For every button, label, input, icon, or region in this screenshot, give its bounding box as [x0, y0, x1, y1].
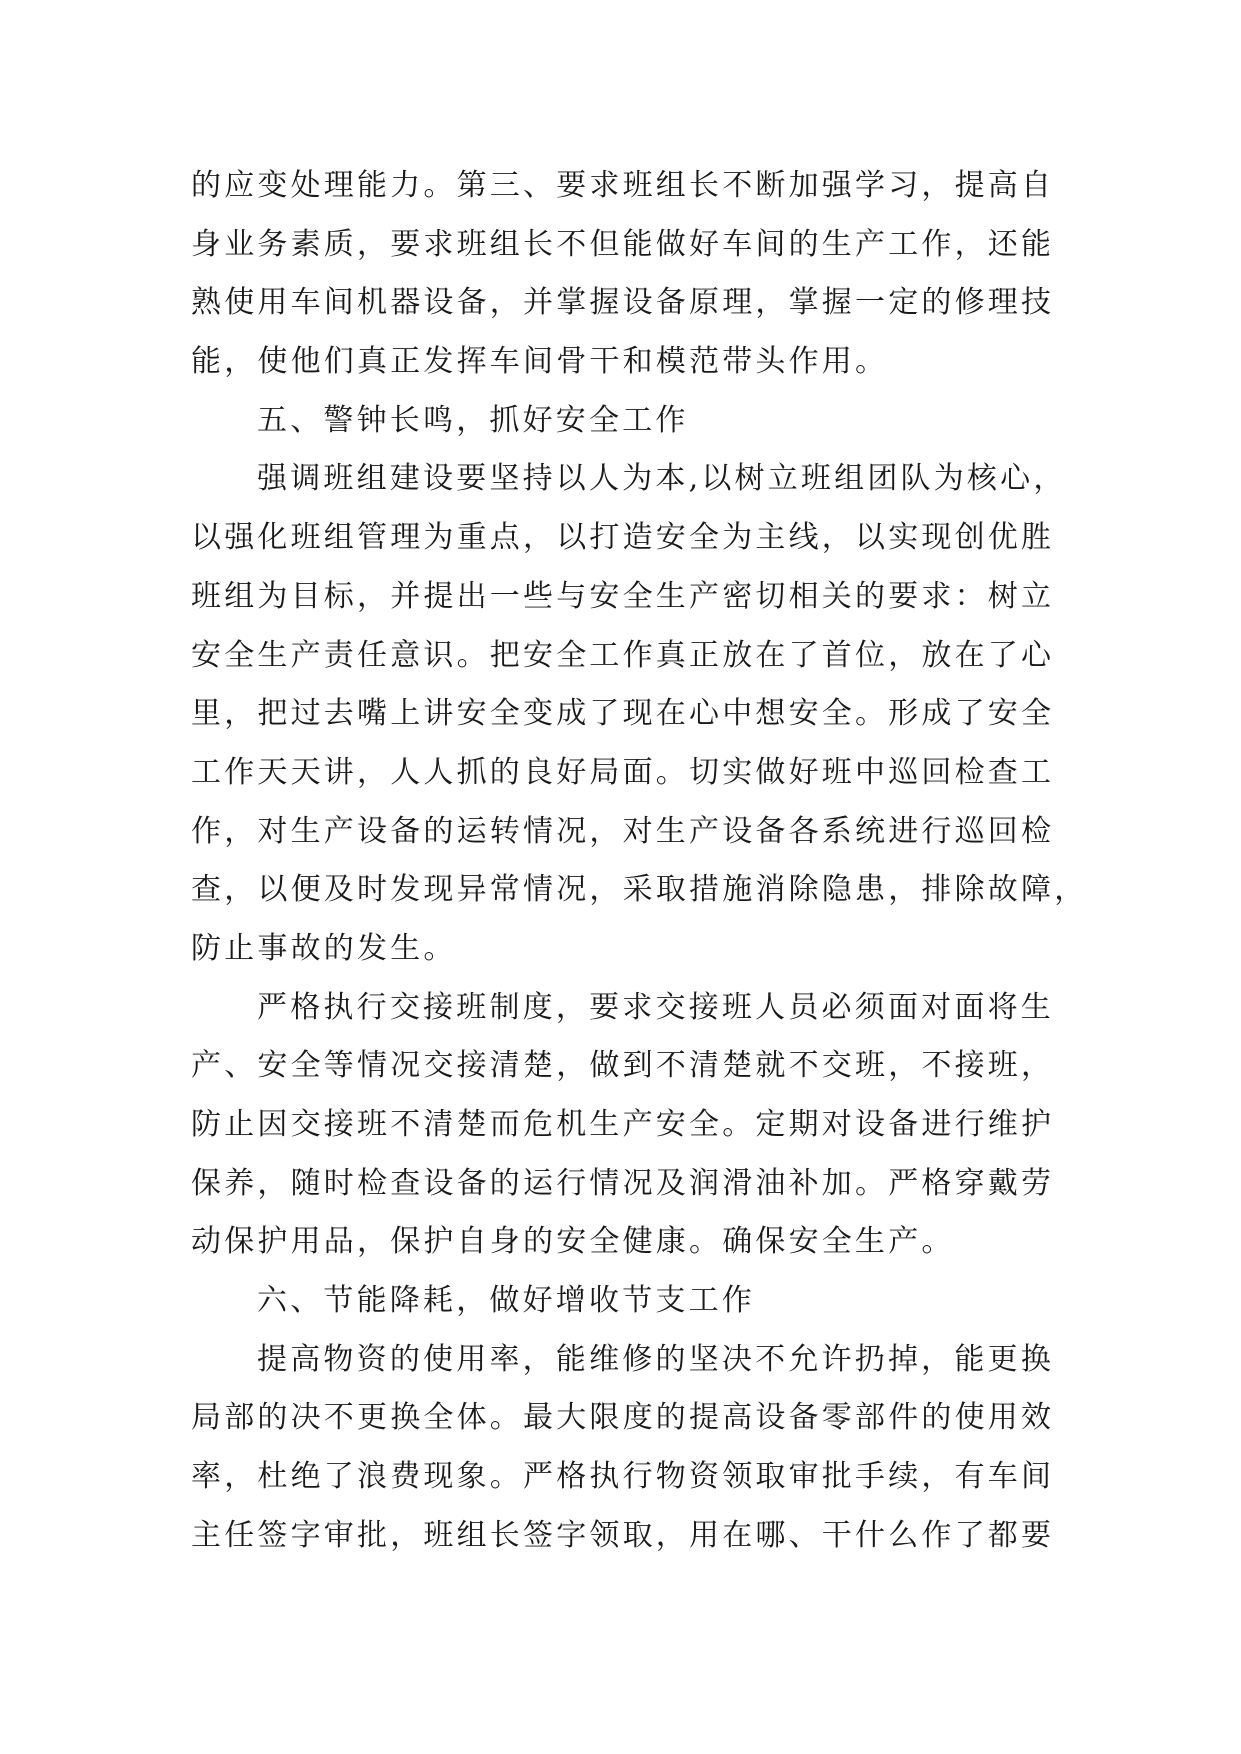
text-line: 里，把过去嘴上讲安全变成了现在心中想安全。形成了安全 [191, 696, 1055, 732]
text-line: 作，对生产设备的运转情况，对生产设备各系统进行巡回检 [191, 813, 1055, 849]
paragraph-safety [191, 450, 1088, 978]
text-line: 局部的决不更换全体。最大限度的提高设备零部件的使用效 [191, 1400, 1055, 1436]
text-line: 能，使他们真正发挥车间骨干和模范带头作用。 [191, 344, 889, 380]
text-line: 防止因交接班不清楚而危机生产安全。定期对设备进行维护 [191, 1107, 1055, 1142]
text-line: 强调班组建设要坚持以人为本,以树立班组团队为核心， [257, 461, 1067, 497]
document-page [191, 157, 1088, 1566]
text-line: 主任签字审批，班组长签字领取，用在哪、干什么作了都要 [191, 1517, 1055, 1553]
text-line: 提高物资的使用率，能维修的坚决不允许扔掉，能更换 [257, 1341, 1054, 1377]
text-line: 防止事故的发生。 [191, 930, 457, 966]
text-line: 严格执行交接班制度，要求交接班人员必须面对面将生 [257, 989, 1054, 1025]
heading-text: 六、节能降耗，做好增收节支工作 [257, 1283, 755, 1319]
paragraph-continuation [191, 157, 1054, 392]
text-line: 安全生产责任意识。把安全工作真正放在了首位，放在了心 [191, 637, 1055, 673]
paragraph-shift-handover [191, 979, 1054, 1272]
paragraph-energy-saving [191, 1331, 1054, 1566]
text-line: 以强化班组管理为重点，以打造安全为主线，以实现创优胜 [191, 520, 1055, 556]
text-line: 班组为目标，并提出一些与安全生产密切相关的要求：树立 [191, 578, 1055, 614]
text-line: 率，杜绝了浪费现象。严格执行物资领取审批手续，有车间 [191, 1459, 1055, 1495]
section-heading-5 [191, 392, 1054, 451]
section-heading-6 [191, 1272, 1054, 1331]
text-line: 工作天天讲，人人抓的良好局面。切实做好班中巡回检查工 [191, 754, 1055, 790]
text-line: 的应变处理能力。第三、要求班组长不断加强学习，提高自 [191, 168, 1055, 203]
text-line: 保养，随时检查设备的运行情况及润滑油补加。严格穿戴劳 [191, 1165, 1055, 1201]
heading-text: 五、警钟长鸣，抓好安全工作 [257, 402, 689, 438]
text-line: 熟使用车间机器设备，并掌握设备原理，掌握一定的修理技 [191, 285, 1055, 321]
text-line: 身业务素质，要求班组长不但能做好车间的生产工作，还能 [191, 226, 1055, 262]
text-line: 动保护用品，保护自身的安全健康。确保安全生产。 [191, 1224, 955, 1260]
text-line: 产、安全等情况交接清楚，做到不清楚就不交班，不接班， [191, 1048, 1055, 1084]
text-line: 查，以便及时发现异常情况，采取措施消除隐患，排除故障， [191, 872, 1088, 908]
